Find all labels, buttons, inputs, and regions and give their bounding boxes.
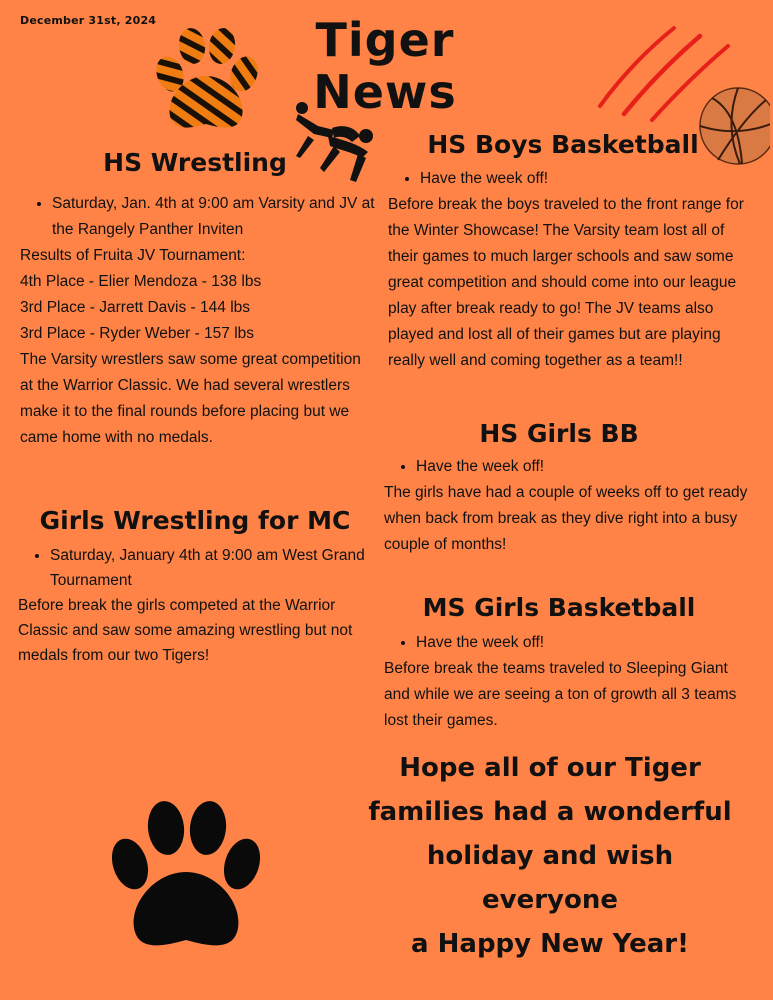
hs-wrestling-list [20, 191, 375, 243]
title-line-1: Tiger [315, 13, 455, 67]
closing-line: holiday and wish everyone [426, 841, 674, 915]
ms-girls-bullet: • Have the week off! [416, 630, 752, 656]
date-label: December 31st, 2024 [20, 14, 157, 27]
title-line-2: News [313, 65, 457, 119]
ms-girls-paragraph: Before break the teams traveled to Sleeping Giant and while we are seeing a ton of growth all 3 teams lost their games. [384, 660, 737, 729]
tiger-stripe-paw-icon [150, 28, 262, 136]
result-row: 3rd Place - Ryder Weber - 157 lbs [20, 325, 255, 342]
boys-basketball-bullet: • Have the week off! [420, 166, 756, 192]
closing-message [355, 746, 745, 966]
wrestlers-silhouette-icon [288, 96, 388, 196]
girls-wrestling-heading: Girls Wrestling for MC [39, 506, 351, 535]
result-row: 3rd Place - Jarrett Davis - 144 lbs [20, 299, 251, 316]
ms-girls-list [384, 630, 752, 656]
ms-girls-section [384, 630, 752, 734]
girls-wrestling-list [18, 543, 376, 593]
girls-wrestling-paragraph: Before break the girls competed at the Warrior Classic and saw some amazing wrestling but not medals from our two Tigers! [18, 597, 353, 664]
closing-line: a Happy New Year! [411, 929, 689, 959]
girls-bb-list [384, 454, 752, 480]
results-label: Results of Fruita JV Tournament: [20, 247, 246, 264]
girls-bb-heading: HS Girls BB [479, 419, 639, 448]
ms-girls-heading: MS Girls Basketball [422, 593, 696, 622]
boys-basketball-section [388, 166, 756, 374]
girls-wrestling-section [18, 543, 376, 668]
hs-wrestling-heading: HS Wrestling [103, 148, 287, 177]
black-paw-icon [104, 800, 264, 960]
girls-bb-paragraph: The girls have had a couple of weeks off to get ready when back from break as they dive right into a busy couple of months! [384, 484, 748, 553]
boys-basketball-paragraph: Before break the boys traveled to the front range for the Winter Showcase! The Varsity team lost all of their games to much larger schools and saw some great competition and should come into our league play after break ready to go! The JV teams also played and lost all of their games but are playing really well and coming together as a team!! [388, 196, 744, 369]
girls-bb-bullet: • Have the week off! [416, 454, 752, 480]
hs-wrestling-section [20, 191, 375, 451]
result-row: 4th Place - Elier Mendoza - 138 lbs [20, 273, 262, 290]
closing-line: families had a wonderful [368, 797, 732, 827]
hs-wrestling-paragraph: The Varsity wrestlers saw some great competition at the Warrior Classic. We had several wrestlers make it to the final rounds before placing but we came home with no medals. [20, 351, 361, 446]
hs-wrestling-bullet: • Saturday, Jan. 4th at 9:00 am Varsity and JV at the Rangely Panther Inviten [52, 191, 375, 243]
girls-bb-section [384, 454, 752, 558]
boys-basketball-heading: HS Boys Basketball [427, 130, 699, 159]
girls-wrestling-bullet: • Saturday, January 4th at 9:00 am West Grand Tournament [50, 543, 376, 593]
closing-line: Hope all of our Tiger [399, 753, 701, 783]
boys-basketball-list [388, 166, 756, 192]
